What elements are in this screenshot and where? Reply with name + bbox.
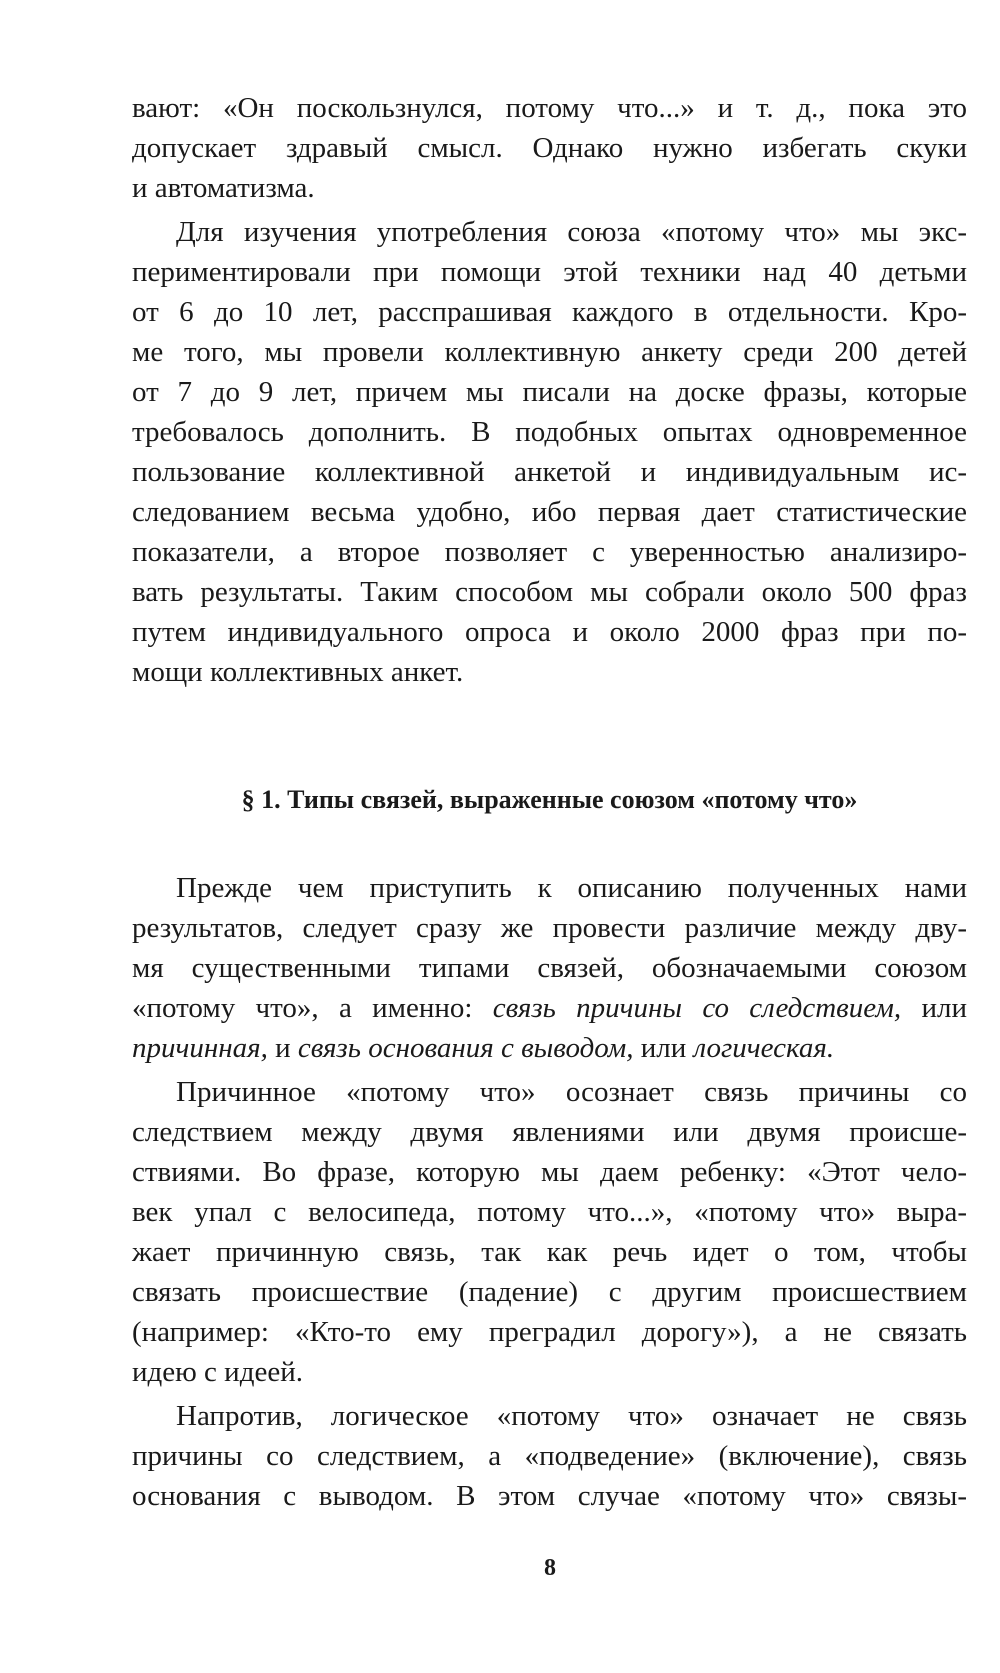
text-fragment: или: [901, 992, 967, 1024]
text-line: связать происшествие (падение) с другим происшествием: [132, 1276, 967, 1308]
text-line: мощи коллективных анкет.: [132, 656, 464, 688]
text-line: и автоматизма.: [132, 172, 315, 204]
paragraph-1: [132, 88, 967, 208]
text-line: вают: «Он поскользнулся, потому что...» и т. д., пока это: [132, 92, 967, 124]
text-line: от 6 до 10 лет, расспрашивая каждого в отдельности. Кро-: [132, 296, 967, 328]
text-line: результатов, следует сразу же провести различие между дву-: [132, 912, 967, 944]
page-number: 8: [544, 1555, 556, 1581]
text-line: Прежде чем приступить к описанию полученных нами: [176, 872, 967, 904]
text-line: показатели, а второе позволяет с уверенностью анализиро-: [132, 536, 967, 568]
italic-term: связь основания с выводом,: [297, 1032, 634, 1064]
text-line: мя существенными типами связей, обозначаемыми союзом: [132, 952, 967, 984]
text-fragment: и: [267, 1032, 298, 1064]
text-line: путем индивидуального опроса и около 2000 фраз при по-: [132, 616, 967, 648]
text-line: жает причинную связь, так как речь идет о том, чтобы: [132, 1236, 967, 1268]
intro-text: [132, 88, 967, 696]
text-line: основания с выводом. В этом случае «потому что» связы-: [132, 1480, 967, 1512]
text-line: век упал с велосипеда, потому что...», «потому что» выра-: [132, 1196, 967, 1228]
section-paragraph-1: [132, 868, 967, 1068]
section-paragraph-2: [132, 1072, 967, 1392]
text-line: периментировали при помощи этой техники над 40 детьми: [132, 256, 967, 288]
italic-term: связь причины со следствием,: [492, 992, 902, 1024]
text-line: допускает здравый смысл. Однако нужно избегать скуки: [132, 132, 967, 164]
section-heading: § 1. Типы связей, выраженные союзом «потому что»: [241, 785, 858, 814]
text-line: вать результаты. Таким способом мы собрали около 500 фраз: [132, 576, 967, 608]
text-line-mixed: [132, 1028, 967, 1068]
text-line: идею с идеей.: [132, 1356, 303, 1388]
text-line: ме того, мы провели коллективную анкету среди 200 детей: [132, 336, 967, 368]
italic-term: логическая.: [693, 1032, 835, 1064]
text-line: пользование коллективной анкетой и индивидуальным ис-: [132, 456, 967, 488]
text-line: Напротив, логическое «потому что» означает не связь: [176, 1400, 967, 1432]
text-line-mixed: [132, 988, 967, 1028]
text-line: ствиями. Во фразе, которую мы даем ребенку: «Этот чело-: [132, 1156, 967, 1188]
text-fragment: «потому что», а именно:: [132, 992, 493, 1024]
text-line: причины со следствием, а «подведение» (включение), связь: [132, 1440, 967, 1472]
text-line: следствием между двумя явлениями или двумя происше-: [132, 1116, 967, 1148]
text-fragment: или: [633, 1032, 694, 1064]
italic-term: причинная,: [132, 1032, 268, 1064]
text-line: (например: «Кто-то ему преградил дорогу»), а не связать: [132, 1316, 967, 1348]
text-line: Для изучения употребления союза «потому что» мы экс-: [176, 216, 967, 248]
text-line: Причинное «потому что» осознает связь причины со: [176, 1076, 967, 1108]
section-paragraph-3: [132, 1396, 967, 1516]
text-line: от 7 до 9 лет, причем мы писали на доске фразы, которые: [132, 376, 967, 408]
text-line: требовалось дополнить. В подобных опытах одновременное: [132, 416, 967, 448]
paragraph-2: [132, 212, 967, 692]
section-text: [132, 868, 967, 1520]
text-line: следованием весьма удобно, ибо первая дает статистические: [132, 496, 967, 528]
